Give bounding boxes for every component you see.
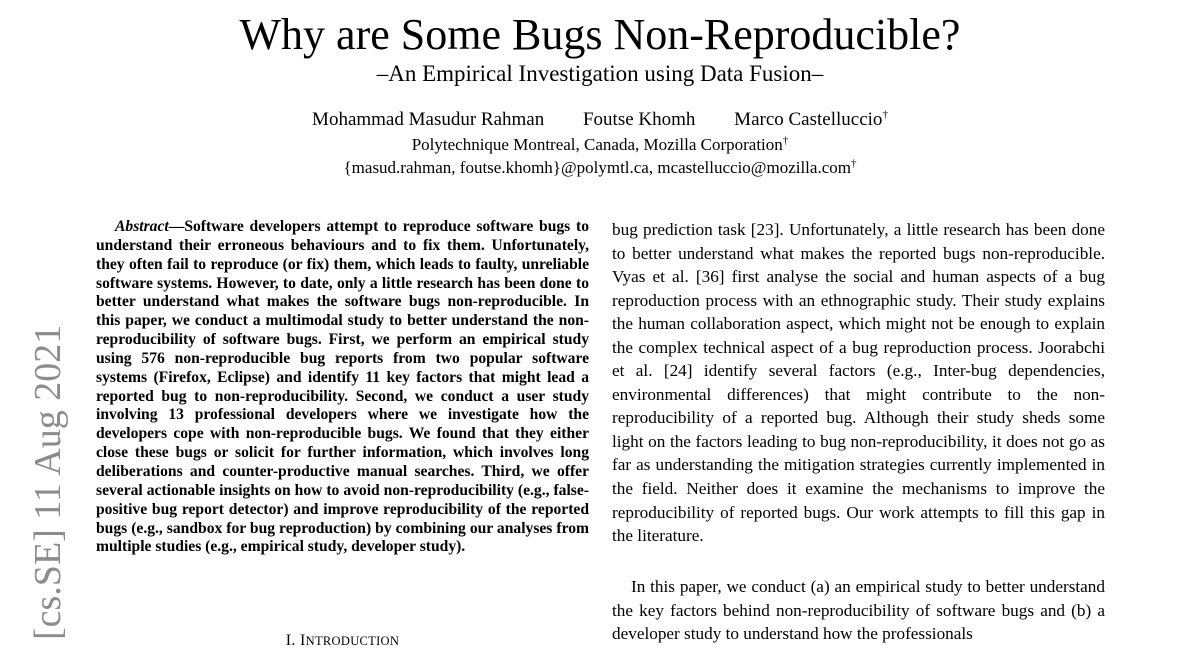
- right-column-paragraph-2: In this paper, we conduct (a) an empirical study to better understand the key factors behind non-reproducibility of software bugs and (b) a developer study to understand how the professionals: [612, 577, 1105, 644]
- section-heading-introduction: I. INTRODUCTION: [285, 632, 400, 649]
- author-name: Marco Castelluccio†: [734, 108, 888, 130]
- author-name: Foutse Khomh: [582, 109, 696, 130]
- abstract-label: Abstract: [115, 218, 169, 235]
- paper-subtitle: –An Empirical Investigation using Data Fusion–: [376, 61, 824, 86]
- author-list: [0, 108, 1200, 132]
- abstract-text: —Software developers attempt to reproduce software bugs to understand their erroneous behaviours and to fix them. Unfortunately, they often fail to reproduce (or fix) them, which leads to faulty, unreliable software systems. However, to date, only a little research has been done to better understand what makes the software bugs non-reproducible. In this paper, we conduct a multimodal study to better understand the non-reproducibility of software bugs. First, we perform an empirical study using 576 non-reproducible bug reports from two popular software systems (Firefox, Eclipse) and identify 11 key factors that might lead a reported bug to non-reproducibility. Second, we conduct a user study involving 13 professional developers where we investigate how the developers cope with non-reproducible bugs. We found that they either close these bugs or solicit for further information, which involves long deliberations and counter-productive manual searches. Third, we offer several actionable insights on how to avoid non-reproducibility (e.g., false-positive bug report detector) and improve reproducibility of the reported bugs (e.g., sandbox for bug reproduction) by combining our analyses from multiple studies (e.g., empirical study, developer study).: [96, 218, 589, 556]
- author-name: Mohammad Masudur Rahman: [312, 109, 545, 130]
- arxiv-stamp: [cs.SE] 11 Aug 2021: [27, 324, 69, 640]
- author-affiliation: Polytechnique Montreal, Canada, Mozilla Corporation†: [411, 134, 789, 154]
- right-column-paragraph-1: bug prediction task [23]. Unfortunately, a little research has been done to better understand what makes the reported bugs non-reproducible. Vyas et al. [36] first analyse the social and human aspects of a bug reproduction process with an ethnographic study. Their study explains the human collaboration aspect, which might not be enough to explain the complex technical aspect of a bug reproduction process. Joorabchi et al. [24] identify several factors (e.g., Inter-bug dependencies, environmental differences) that might contribute to the non-reproducibility of a reported bug. Although their study sheds some light on the factors leading to bug non-reproducibility, it does not go as far as understanding the mitigation strategies currently implemented in the field. Neither does it examine the mechanisms to improve the reproducibility of reported bugs. Our work attempts to fill this gap in the literature.: [612, 220, 1105, 546]
- author-emails: {masud.rahman, foutse.khomh}@polymtl.ca, mcastelluccio@mozilla.com†: [343, 157, 857, 177]
- paper-title: Why are Some Bugs Non-Reproducible?: [239, 10, 961, 59]
- abstract: [96, 218, 589, 557]
